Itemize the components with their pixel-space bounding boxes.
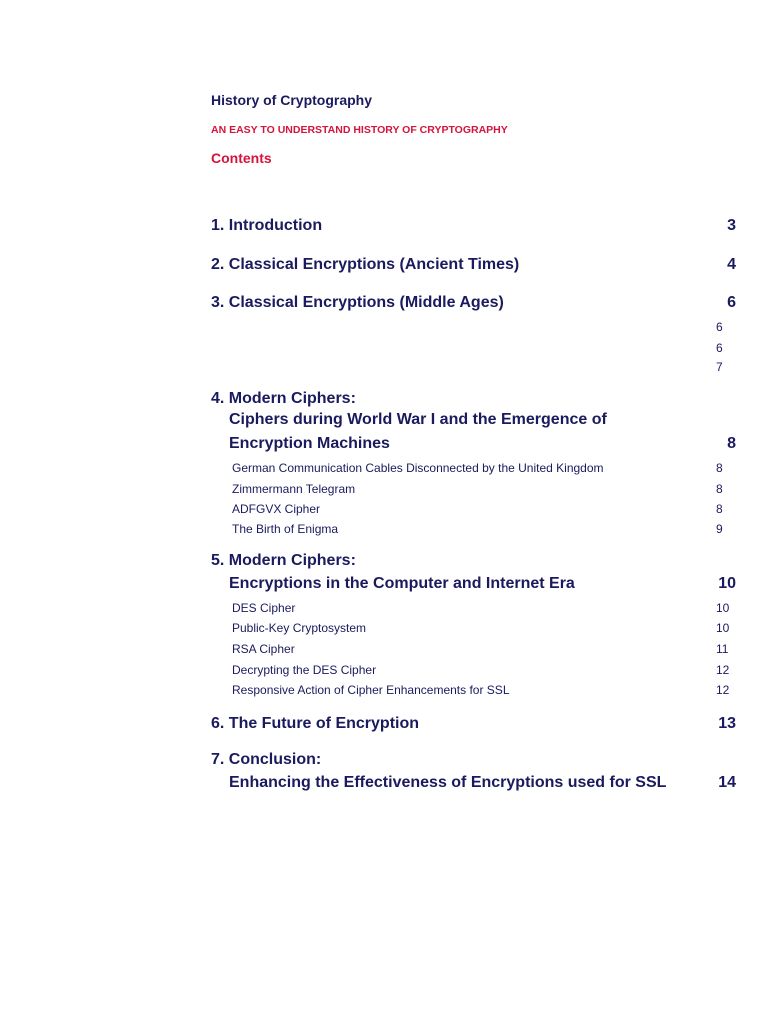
toc-subsection-page: 8: [716, 482, 723, 496]
contents-heading: Contents: [211, 150, 272, 166]
toc-section-5-subtitle[interactable]: Encryptions in the Computer and Internet Era: [229, 575, 575, 592]
toc-section-6-title[interactable]: 6. The Future of Encryption: [211, 715, 420, 732]
toc-subsection-page: 9: [716, 522, 723, 536]
toc-subsection-title[interactable]: Decrypting the DES Cipher: [232, 663, 377, 677]
toc-section-1-title[interactable]: 1. Introduction: [211, 217, 323, 234]
toc-subsection-title[interactable]: Zimmermann Telegram: [232, 482, 356, 496]
toc-section-4-subtitle[interactable]: Encryption Machines: [229, 435, 390, 452]
toc-section-4-subtitle[interactable]: Ciphers during World War I and the Emergence of: [229, 411, 607, 428]
toc-section-1-page: 3: [727, 217, 736, 234]
toc-subsection-page: 11: [716, 642, 729, 656]
toc-subsection-page: 8: [716, 502, 723, 516]
toc-section-6-page: 13: [718, 715, 736, 732]
toc-subsection-title[interactable]: ADFGVX Cipher: [232, 502, 321, 516]
toc-section-7-title[interactable]: 7. Conclusion:: [211, 751, 322, 768]
toc-section-3-sub-page: 6: [716, 341, 723, 355]
toc-section-7-subtitle[interactable]: Enhancing the Effectiveness of Encryptions used for SSL: [229, 774, 667, 791]
document-title: History of Cryptography: [211, 92, 373, 108]
toc-section-4-page: 8: [727, 435, 736, 452]
toc-subsection-title[interactable]: Responsive Action of Cipher Enhancements for SSL: [232, 683, 510, 697]
toc-subsection-title[interactable]: DES Cipher: [232, 601, 296, 615]
toc-section-3-page: 6: [727, 294, 736, 311]
toc-section-5-page: 10: [718, 575, 736, 592]
toc-section-2-title[interactable]: 2. Classical Encryptions (Ancient Times): [211, 256, 520, 273]
toc-section-7-page: 14: [718, 774, 736, 791]
toc-section-4-title[interactable]: 4. Modern Ciphers:: [211, 390, 356, 407]
toc-subsection-page: 10: [716, 601, 730, 615]
toc-subsection-title[interactable]: The Birth of Enigma: [232, 522, 339, 536]
toc-subsection-page: 10: [716, 621, 730, 635]
toc-section-3-sub-page: 7: [716, 360, 723, 374]
document-subtitle: AN EASY TO UNDERSTAND HISTORY OF CRYPTOGRAPHY: [211, 124, 508, 136]
toc-section-3-sub-page: 6: [716, 320, 723, 334]
toc-subsection-title[interactable]: German Communication Cables Disconnected by the United Kingdom: [232, 461, 604, 475]
toc-subsection-title[interactable]: RSA Cipher: [232, 642, 295, 656]
toc-subsection-page: 12: [716, 683, 730, 697]
toc-section-3-title[interactable]: 3. Classical Encryptions (Middle Ages): [211, 294, 504, 311]
toc-subsection-page: 12: [716, 663, 730, 677]
toc-subsection-title[interactable]: Public-Key Cryptosystem: [232, 621, 367, 635]
toc-subsection-page: 8: [716, 461, 723, 475]
toc-section-5-title[interactable]: 5. Modern Ciphers:: [211, 552, 356, 569]
toc-section-2-page: 4: [727, 256, 736, 273]
